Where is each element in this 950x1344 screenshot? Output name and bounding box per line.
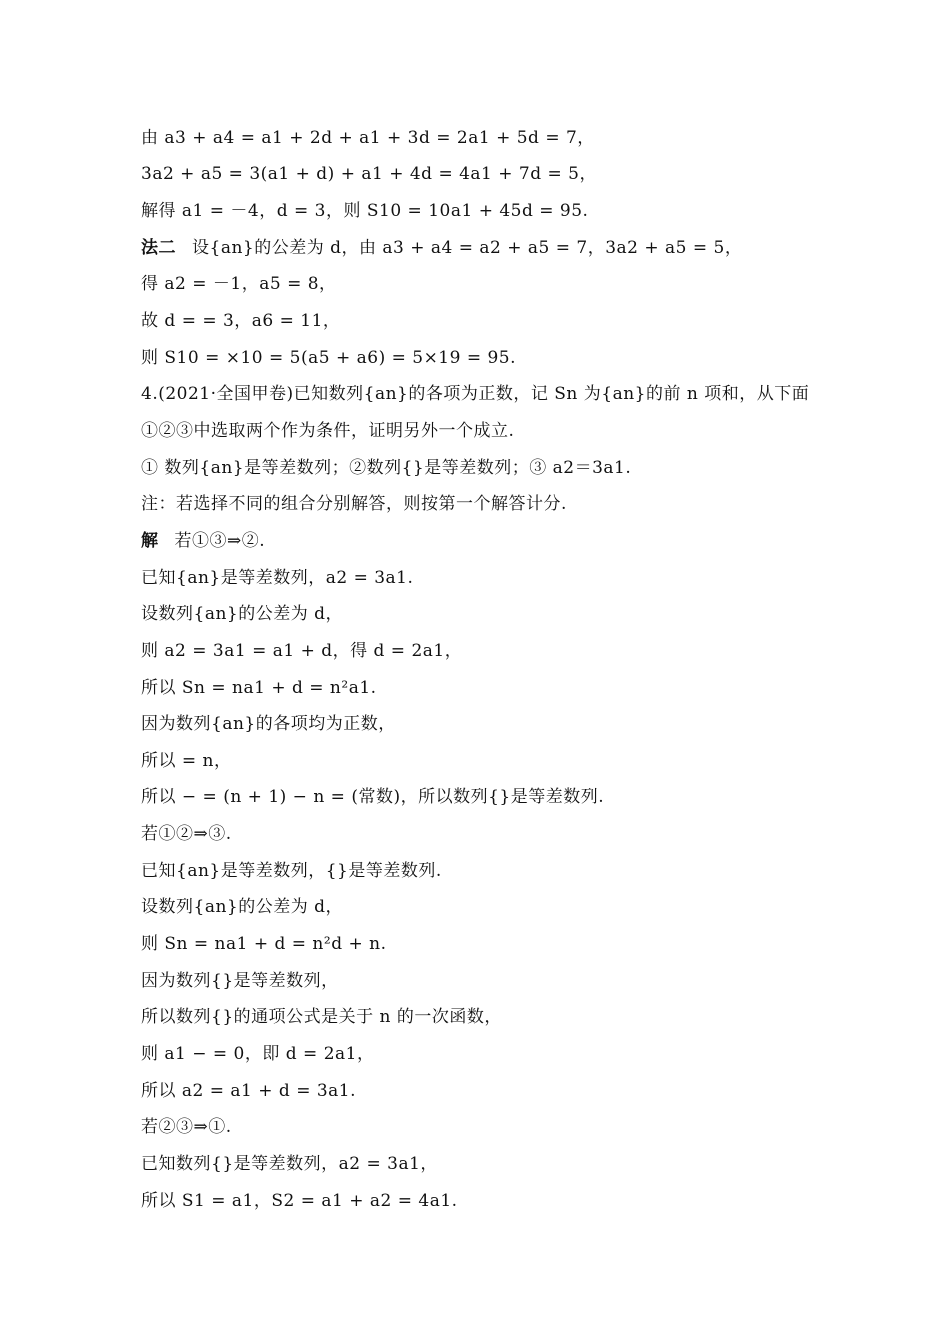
- solution-label: 解: [141, 531, 159, 551]
- text-line: 若②③⇒①.: [141, 1117, 232, 1137]
- method-label: 法二: [141, 238, 176, 258]
- text-line: 已知数列{}是等差数列，a2 = 3a1，: [141, 1154, 438, 1174]
- problem-statement: 4.(2021·全国甲卷)已知数列{an}的各项为正数，记 Sn 为{an}的前 n 项和，从下面: [141, 384, 810, 404]
- text-line: ①②③中选取两个作为条件，证明另外一个成立.: [141, 421, 515, 441]
- text-line: 因为数列{an}的各项均为正数，: [141, 714, 396, 734]
- text-line: 所以数列{}的通项公式是关于 n 的一次函数，: [141, 1007, 502, 1027]
- text-line: 所以 − = (n + 1) − n = (常数)，所以数列{}是等差数列.: [141, 787, 605, 807]
- text-line: 解得 a1 = －4，d = 3，则 S10 = 10a1 + 45d = 95.: [141, 201, 589, 221]
- text-line: 设数列{an}的公差为 d，: [141, 897, 344, 917]
- note-line: 注：若选择不同的组合分别解答，则按第一个解答计分.: [141, 494, 567, 514]
- text-line: 若①②⇒③.: [141, 824, 232, 844]
- text-line: 由 a3 + a4 = a1 + 2d + a1 + 3d = 2a1 + 5d = 7，: [141, 128, 595, 148]
- text-line: 所以 Sn = na1 + d = n²a1.: [141, 678, 377, 698]
- text-line: 则 S10 = ×10 = 5(a5 + a6) = 5×19 = 95.: [141, 348, 517, 368]
- text-line: 已知{an}是等差数列，{}是等差数列.: [141, 861, 442, 881]
- text-line: 所以 a2 = a1 + d = 3a1.: [141, 1081, 357, 1101]
- text-line: 则 a1 − = 0，即 d = 2a1，: [141, 1044, 375, 1064]
- text-line: 得 a2 = －1，a5 = 8，: [141, 274, 337, 294]
- text-line: 法二 设{an}的公差为 d，由 a3 + a4 = a2 + a5 = 7，3a2 + a5 = 5，: [141, 238, 743, 258]
- text-line: 所以 = n，: [141, 751, 232, 771]
- text-line: 解 若①③⇒②.: [141, 531, 266, 551]
- text-line: 故 d = = 3，a6 = 11，: [141, 311, 341, 331]
- text-line: 则 a2 = 3a1 = a1 + d，得 d = 2a1，: [141, 641, 463, 661]
- text-line: 则 Sn = na1 + d = n²d + n.: [141, 934, 387, 954]
- text-line: 已知{an}是等差数列，a2 = 3a1.: [141, 568, 414, 588]
- text-line: 所以 S1 = a1，S2 = a1 + a2 = 4a1.: [141, 1191, 458, 1211]
- text-line: 3a2 + a5 = 3(a1 + d) + a1 + 4d = 4a1 + 7d = 5，: [141, 164, 597, 184]
- text-line: 设数列{an}的公差为 d，: [141, 604, 344, 624]
- text-line: ① 数列{an}是等差数列；②数列{}是等差数列；③ a2＝3a1.: [141, 458, 632, 478]
- text-line: 因为数列{}是等差数列，: [141, 971, 339, 991]
